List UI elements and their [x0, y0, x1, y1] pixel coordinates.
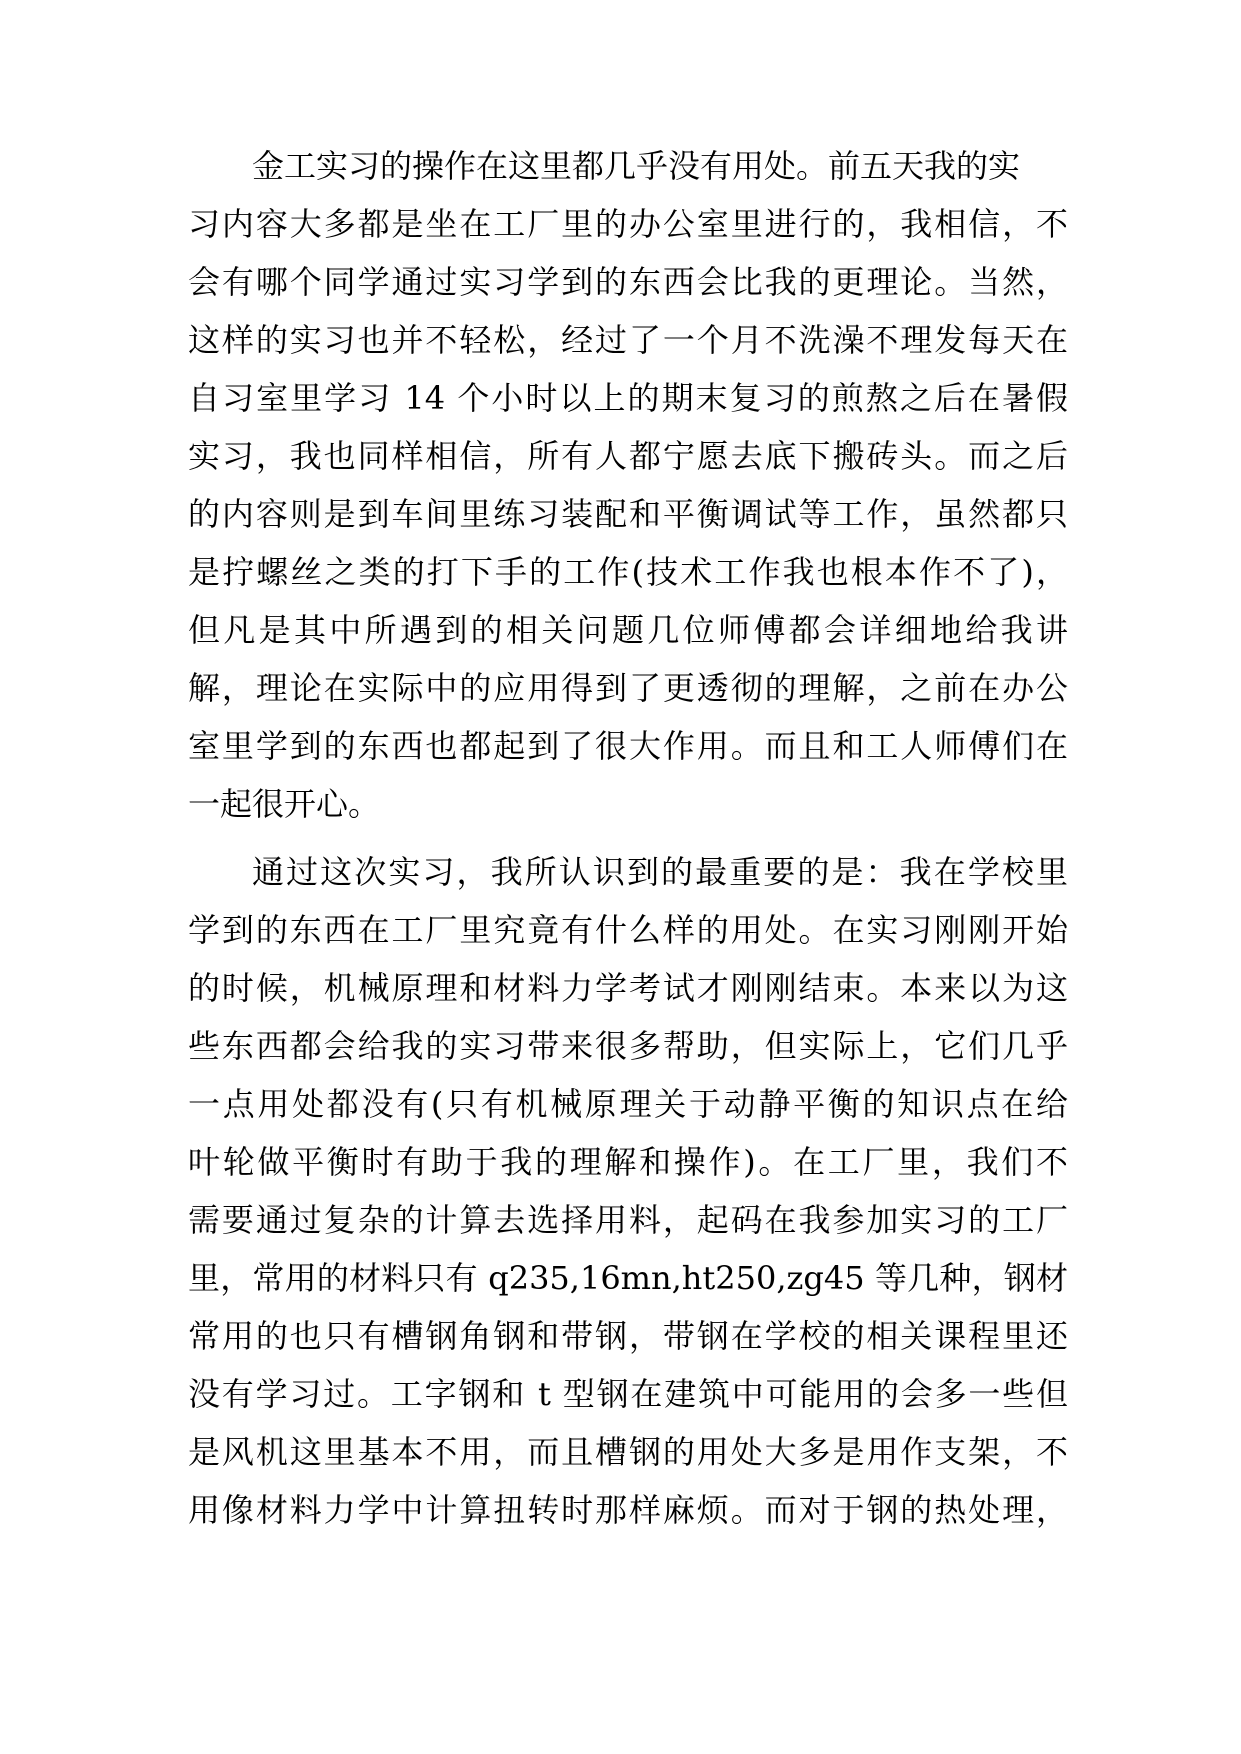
paragraph-2-line-9: 常用的也只有槽钢角钢和带钢，带钢在学校的相关课程里还 [188, 1317, 1068, 1355]
paragraph-2-line-8: 里，常用的材料只有 q235,16mn,ht250,zg45 等几种，钢材 [188, 1259, 1068, 1297]
paragraph-2-line-2: 学到的东西在工厂里究竟有什么样的用处。在实习刚刚开始 [188, 911, 1068, 949]
paragraph-2-line-6: 叶轮做平衡时有助于我的理解和操作)。在工厂里，我们不 [188, 1143, 1068, 1181]
paragraph-2-line-4: 些东西都会给我的实习带来很多帮助，但实际上，它们几乎 [188, 1027, 1068, 1065]
paragraph-1-line-12: 一起很开心。 [188, 785, 381, 823]
paragraph-2-line-3: 的时候，机械原理和材料力学考试才刚刚结束。本来以为这 [188, 969, 1068, 1007]
paragraph-2-line-10: 没有学习过。工字钢和 t 型钢在建筑中可能用的会多一些但 [188, 1375, 1068, 1413]
paragraph-1-line-10: 解，理论在实际中的应用得到了更透彻的理解，之前在办公 [188, 669, 1068, 707]
paragraph-1-line-5: 自习室里学习 14 个小时以上的期末复习的煎熬之后在暑假 [188, 379, 1068, 417]
paragraph-2-line-7: 需要通过复杂的计算去选择用料，起码在我参加实习的工厂 [188, 1201, 1068, 1239]
paragraph-1-line-4: 这样的实习也并不轻松，经过了一个月不洗澡不理发每天在 [188, 321, 1068, 359]
paragraph-1-line-6: 实习，我也同样相信，所有人都宁愿去底下搬砖头。而之后 [188, 437, 1068, 475]
paragraph-1-line-3: 会有哪个同学通过实习学到的东西会比我的更理论。当然， [188, 263, 1068, 301]
paragraph-1-line-7: 的内容则是到车间里练习装配和平衡调试等工作，虽然都只 [188, 495, 1068, 533]
paragraph-2-line-1: 通过这次实习，我所认识到的最重要的是：我在学校里 [252, 853, 1068, 891]
paragraph-1-line-2: 习内容大多都是坐在工厂里的办公室里进行的，我相信，不 [188, 205, 1068, 243]
paragraph-1-line-1: 金工实习的操作在这里都几乎没有用处。前五天我的实 [252, 147, 1021, 185]
paragraph-1-line-11: 室里学到的东西也都起到了很大作用。而且和工人师傅们在 [188, 727, 1068, 765]
paragraph-2-line-12: 用像材料力学中计算扭转时那样麻烦。而对于钢的热处理， [188, 1491, 1068, 1529]
paragraph-2-line-11: 是风机这里基本不用，而且槽钢的用处大多是用作支架，不 [188, 1433, 1068, 1471]
paragraph-1-line-9: 但凡是其中所遇到的相关问题几位师傅都会详细地给我讲 [188, 611, 1068, 649]
paragraph-1-line-8: 是拧螺丝之类的打下手的工作(技术工作我也根本作不了)， [188, 553, 1068, 591]
paragraph-2-line-5: 一点用处都没有(只有机械原理关于动静平衡的知识点在给 [188, 1085, 1068, 1123]
